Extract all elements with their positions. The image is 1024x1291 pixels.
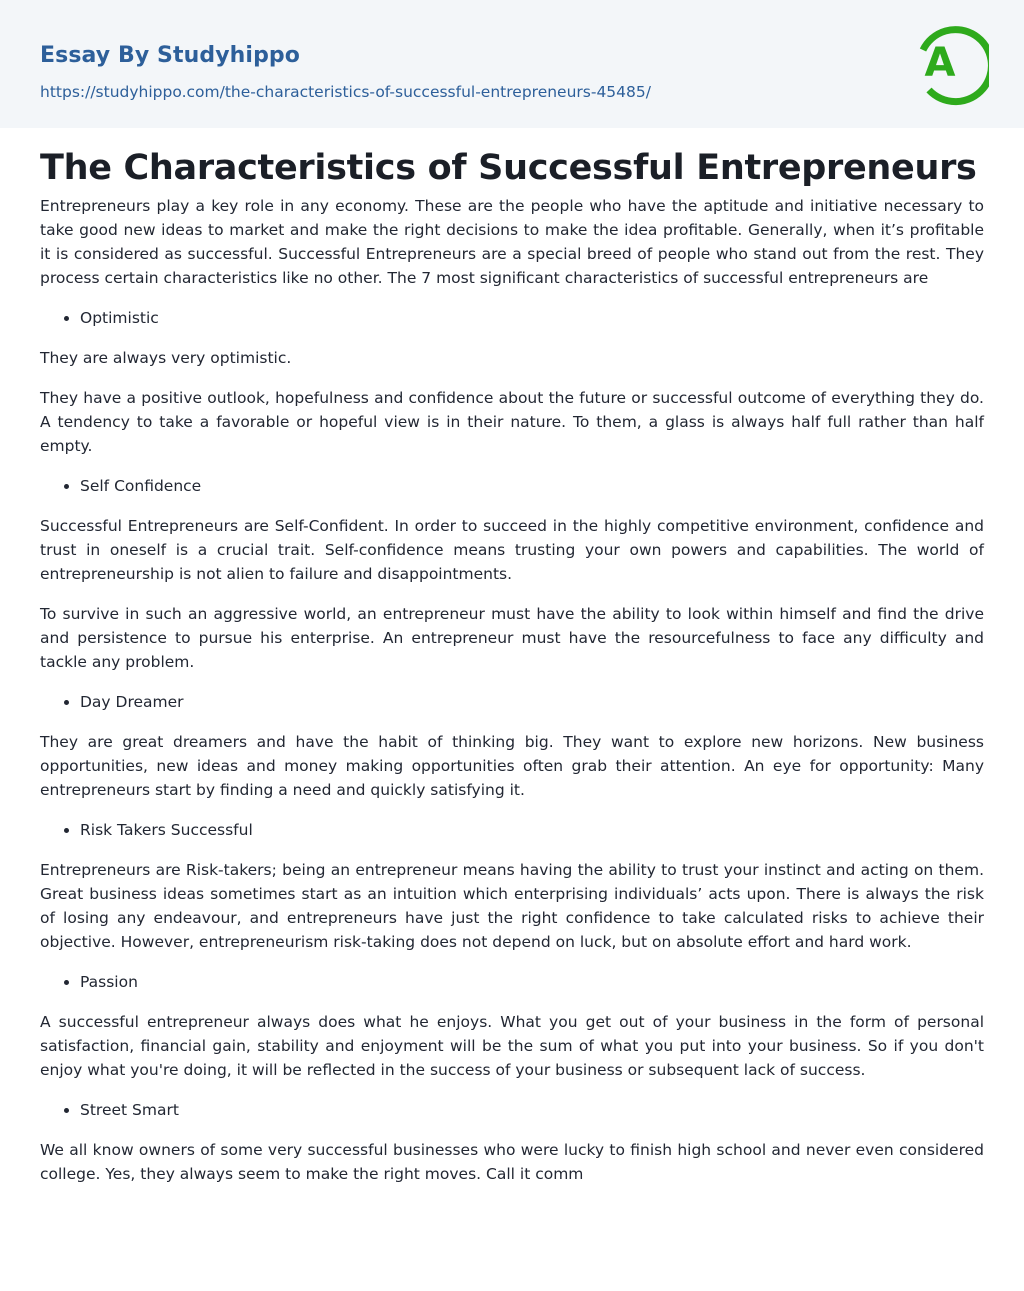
page-title: The Characteristics of Successful Entrepreneurs (40, 148, 977, 188)
site-header (0, 0, 1024, 128)
article-body (40, 194, 984, 1202)
article-paragraph: They have a positive outlook, hopefulness and confidence about the future or successful outcome of everything they do. A tendency to take a favorable or hopeful view is in their nature. To them, a glass is always half full rather than half empty. (40, 389, 984, 455)
article-url-link[interactable]: https://studyhippo.com/the-characteristics-of-successful-entrepreneurs-45485/ (40, 83, 651, 101)
studyhippo-logo-icon[interactable] (911, 18, 989, 108)
site-title[interactable]: Essay By Studyhippo (40, 43, 300, 68)
characteristic-list (40, 474, 984, 498)
characteristic-list (40, 690, 984, 714)
logo-svg (911, 18, 989, 108)
characteristic-list-item: • Day Dreamer (80, 690, 984, 714)
characteristic-list-item: • Passion (80, 970, 984, 994)
article-paragraph: Successful Entrepreneurs are Self-Confident. In order to succeed in the highly competitive environment, confidence and trust in oneself is a crucial trait. Self-confidence means trusting your own powers and capabilities. The world of entrepreneurship is not alien to failure and disappointments. (40, 517, 984, 583)
article-paragraph: We all know owners of some very successful businesses who were lucky to finish high school and never even considered college. Yes, they always seem to make the right moves. Call it comm (40, 1141, 984, 1183)
article-paragraph: A successful entrepreneur always does what he enjoys. What you get out of your business in the form of personal satisfaction, financial gain, stability and enjoyment will be the sum of what you put into your business. So if you don't enjoy what you're doing, it will be reflected in the success of your business or subsequent lack of success. (40, 1013, 984, 1079)
article-paragraph: They are always very optimistic. (40, 349, 292, 367)
characteristic-list (40, 1098, 984, 1122)
characteristic-list-item: • Optimistic (80, 306, 984, 330)
characteristic-list (40, 970, 984, 994)
article-paragraph: Entrepreneurs are Risk-takers; being an entrepreneur means having the ability to trust your instinct and acting on them. Great business ideas sometimes start as an intuition which enterprising individuals’ acts upon. There is always the risk of losing any endeavour, and entrepreneurs have just the right confidence to take calculated risks to achieve their objective. However, entrepreneurism risk-taking does not depend on luck, but on absolute effort and hard work. (40, 861, 984, 951)
characteristic-list (40, 306, 984, 330)
characteristic-list-item: • Self Confidence (80, 474, 984, 498)
logo-letter: A (924, 40, 956, 86)
article-paragraph: Entrepreneurs play a key role in any economy. These are the people who have the aptitude and initiative necessary to take good new ideas to market and make the right decisions to make the idea profitable. Generally, when it’s profitable it is considered as successful. Successful Entrepreneurs are a special breed of people who stand out from the rest. They process certain characteristics like no other. The 7 most significant characteristics of successful entrepreneurs are (40, 197, 984, 287)
article-paragraph: They are great dreamers and have the habit of thinking big. They want to explore new horizons. New business opportunities, new ideas and money making opportunities often grab their attention. An eye for opportunity: Many entrepreneurs start by finding a need and quickly satisfying it. (40, 733, 984, 799)
article-paragraph: To survive in such an aggressive world, an entrepreneur must have the ability to look within himself and find the drive and persistence to pursue his enterprise. An entrepreneur must have the resourcefulness to face any difficulty and tackle any problem. (40, 605, 984, 671)
characteristic-list-item: • Street Smart (80, 1098, 984, 1122)
characteristic-list (40, 818, 984, 842)
characteristic-list-item: • Risk Takers Successful (80, 818, 984, 842)
